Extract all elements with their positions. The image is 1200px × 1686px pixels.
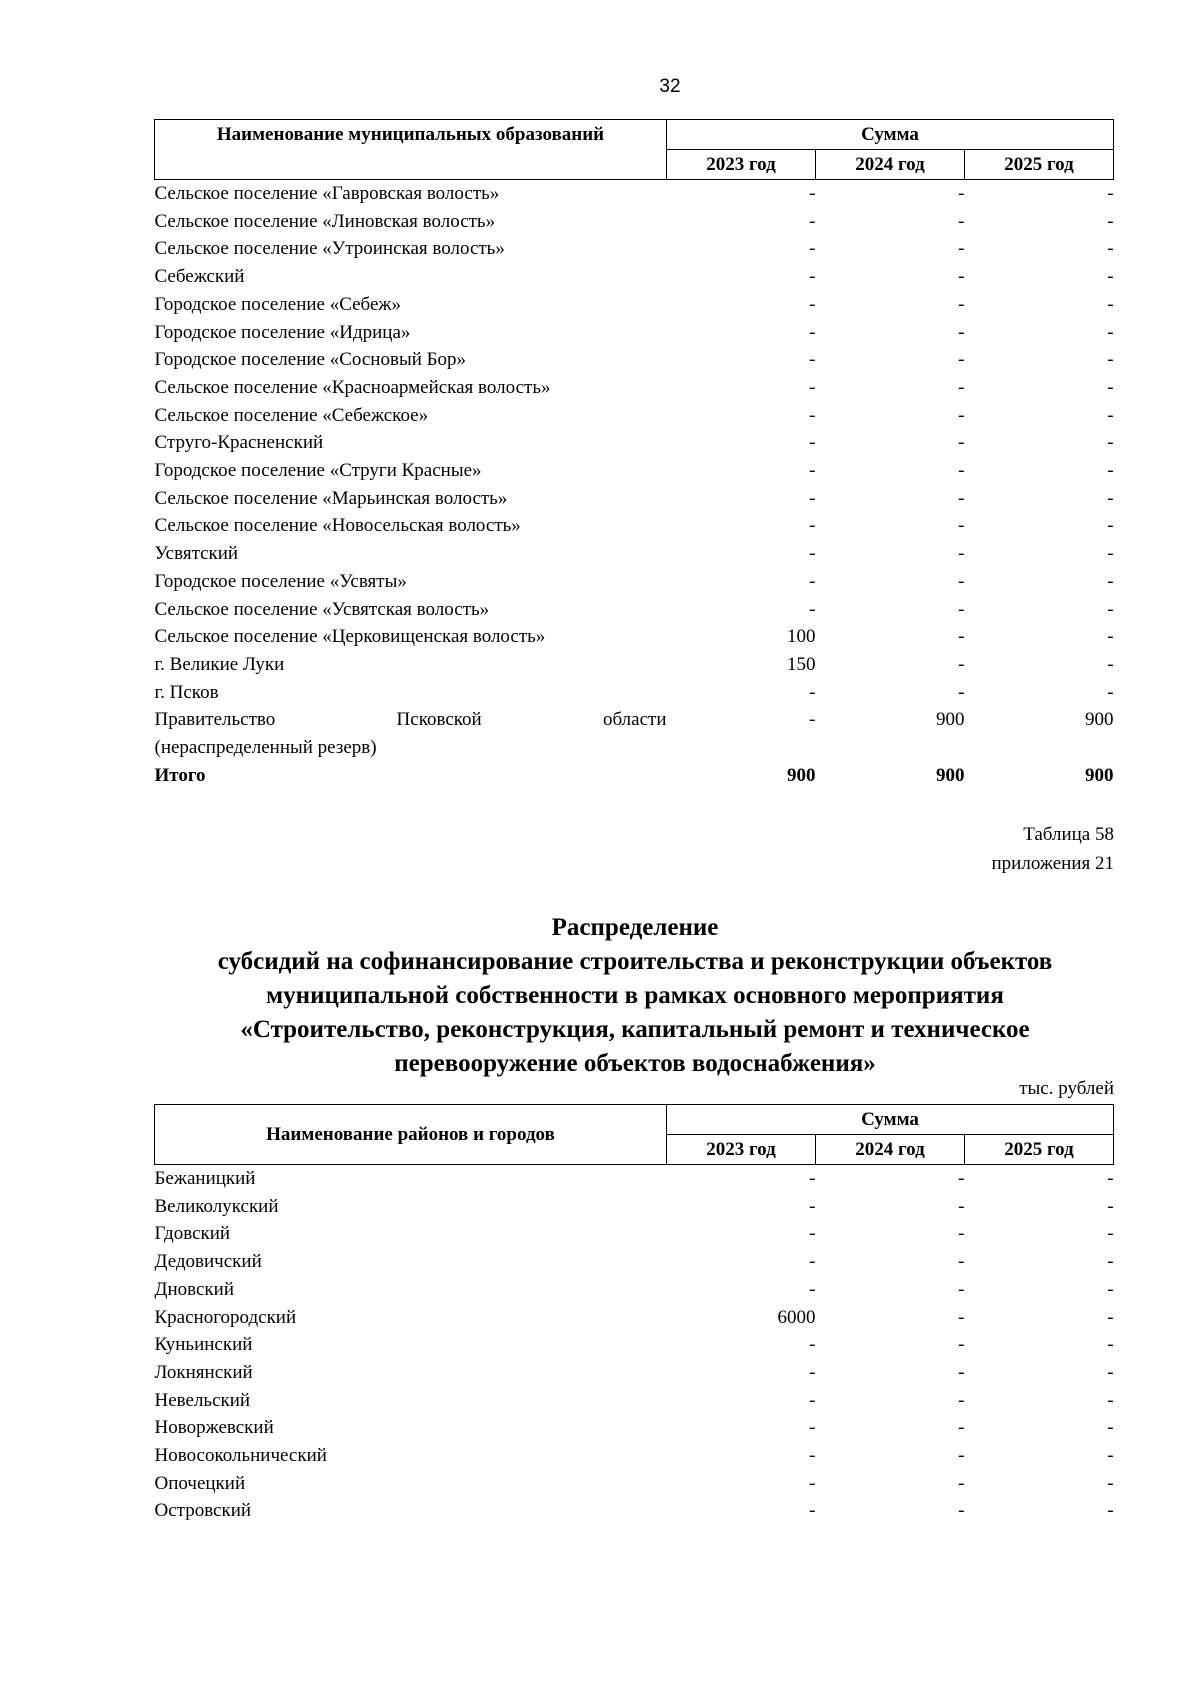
row-name: Городское поселение «Сосновый Бор» <box>154 349 467 371</box>
row-name-line1: Правительство Псковской области <box>154 709 667 731</box>
value-2024: - <box>958 1278 965 1300</box>
value-2025: - <box>1107 376 1114 398</box>
value-2025: - <box>1107 238 1114 260</box>
table-row <box>155 1331 1114 1359</box>
value-2025: 900 <box>1085 709 1114 731</box>
table-row-reserve <box>155 706 1114 761</box>
table-row <box>155 1220 1114 1248</box>
value-2025: - <box>1107 653 1114 675</box>
title-line-2: субсидий на софинансирование строительства и реконструкции объектов <box>217 948 1053 975</box>
value-2023: - <box>809 570 816 592</box>
row-name: Сельское поселение «Красноармейская волость» <box>154 376 551 398</box>
value-2023: - <box>809 1334 816 1356</box>
value-2024: - <box>958 598 965 620</box>
row-name: Красногородский <box>154 1306 297 1328</box>
table-row <box>155 1276 1114 1304</box>
value-2025: - <box>1107 1306 1114 1328</box>
value-2024: - <box>958 1223 965 1245</box>
value-2025: - <box>1107 1168 1114 1189</box>
row-name: г. Великие Луки <box>154 653 285 675</box>
value-2023: - <box>809 1223 816 1245</box>
document-title <box>130 911 1140 1081</box>
value-2023: - <box>809 1389 816 1411</box>
value-2023: - <box>809 321 816 343</box>
value-2023: - <box>809 460 816 482</box>
table-row <box>155 208 1114 236</box>
value-2025: - <box>1107 515 1114 537</box>
value-2025: - <box>1107 1223 1114 1245</box>
row-name: Дедовичский <box>154 1251 262 1273</box>
row-name: г. Псков <box>154 681 219 703</box>
title-line-5: перевооружение объектов водоснабжения» <box>394 1050 876 1077</box>
table-row <box>155 651 1114 679</box>
table-row <box>155 485 1114 513</box>
value-2023: - <box>809 404 816 426</box>
value-2024: - <box>958 1306 965 1328</box>
row-name: Островский <box>154 1500 252 1522</box>
value-2024: - <box>958 487 965 509</box>
table-row <box>155 1442 1114 1470</box>
row-name: Бежаницкий <box>154 1168 256 1189</box>
row-name: Дновский <box>154 1278 234 1300</box>
value-2023: 150 <box>787 653 816 675</box>
value-2023: - <box>809 376 816 398</box>
value-2024: - <box>958 210 965 232</box>
value-2023: - <box>809 1472 816 1494</box>
value-2025: - <box>1107 1334 1114 1356</box>
value-2024: - <box>958 1389 965 1411</box>
value-2023: - <box>809 1361 816 1383</box>
value-2024: - <box>958 266 965 288</box>
row-name-line2: (нераспределенный резерв) <box>154 737 377 759</box>
total-label: Итого <box>154 764 206 786</box>
value-2025: - <box>1107 1361 1114 1383</box>
table-row <box>155 457 1114 485</box>
table-row <box>155 1359 1114 1387</box>
value-2025: - <box>1107 681 1114 703</box>
row-name: Городское поселение «Идрица» <box>154 321 411 343</box>
row-name: Городское поселение «Себеж» <box>154 293 402 315</box>
value-2024: - <box>958 543 965 565</box>
total-2024: 900 <box>936 764 965 786</box>
table-row <box>155 319 1114 347</box>
value-2023: - <box>809 515 816 537</box>
value-2025: - <box>1107 1445 1114 1467</box>
table-row <box>155 1193 1114 1221</box>
table-row <box>155 402 1114 430</box>
value-2023: - <box>809 238 816 260</box>
page-number: 32 <box>659 76 681 97</box>
value-2025: - <box>1107 1417 1114 1439</box>
value-2025: - <box>1107 183 1114 204</box>
value-2025: - <box>1107 1472 1114 1494</box>
value-2024: - <box>958 1445 965 1467</box>
value-2024: - <box>958 183 965 204</box>
value-2023: - <box>809 1445 816 1467</box>
value-2023: - <box>809 349 816 371</box>
value-2025: - <box>1107 598 1114 620</box>
column-header-2025: 2025 год <box>965 150 1114 180</box>
districts-table <box>154 1104 1114 1525</box>
value-2024: - <box>958 349 965 371</box>
value-2024: - <box>958 681 965 703</box>
title-line-4: «Строительство, реконструкция, капитальный ремонт и техническое <box>240 1016 1030 1043</box>
distribution-table-1 <box>154 119 1114 789</box>
table-row <box>155 1248 1114 1276</box>
row-name: Сельское поселение «Церковищенская волость» <box>154 626 546 648</box>
value-2023: - <box>809 543 816 565</box>
row-name: Локнянский <box>154 1361 253 1383</box>
value-2025: - <box>1107 626 1114 648</box>
column-header-2025: 2025 год <box>965 1135 1114 1165</box>
row-name: Сельское поселение «Марьинская волость» <box>154 487 508 509</box>
table-number: Таблица 58 <box>1023 824 1114 845</box>
value-2025: - <box>1107 487 1114 509</box>
table-row <box>155 1497 1114 1525</box>
title-line-1: Распределение <box>551 914 719 941</box>
table-row <box>155 180 1114 208</box>
table-row <box>155 1414 1114 1442</box>
municipal-table <box>154 119 1114 789</box>
row-name: Опочецкий <box>154 1472 246 1494</box>
table-row <box>155 1165 1114 1193</box>
value-2023: - <box>809 183 816 204</box>
table-row <box>155 568 1114 596</box>
value-2024: - <box>958 1168 965 1189</box>
value-2023: 6000 <box>777 1306 816 1328</box>
value-2024: - <box>958 653 965 675</box>
total-2025: 900 <box>1085 764 1114 786</box>
value-2023: - <box>809 681 816 703</box>
value-2023: - <box>809 709 816 731</box>
table-row <box>155 429 1114 457</box>
value-2024: - <box>958 293 965 315</box>
column-header-2024: 2024 год <box>816 150 965 180</box>
value-2025: - <box>1107 210 1114 232</box>
table-row-total <box>155 762 1114 790</box>
value-2023: 100 <box>787 626 816 648</box>
value-2024: - <box>958 404 965 426</box>
row-name: Себежский <box>154 266 245 288</box>
value-2025: - <box>1107 1500 1114 1522</box>
title-line-3: муниципальной собственности в рамках основного мероприятия <box>266 982 1004 1009</box>
value-2023: - <box>809 598 816 620</box>
value-2024: - <box>958 238 965 260</box>
value-2024: - <box>958 515 965 537</box>
value-2024: - <box>958 1417 965 1439</box>
value-2025: - <box>1107 349 1114 371</box>
value-2025: - <box>1107 1278 1114 1300</box>
row-name: Сельское поселение «Себежское» <box>154 404 429 426</box>
row-name: Гдовский <box>154 1223 231 1245</box>
value-2025: - <box>1107 432 1114 454</box>
table-row <box>155 679 1114 707</box>
value-2023: - <box>809 487 816 509</box>
table-row <box>155 346 1114 374</box>
table-row <box>155 512 1114 540</box>
units-label: тыс. рублей <box>1019 1078 1114 1099</box>
value-2023: - <box>809 1417 816 1439</box>
value-2025: - <box>1107 266 1114 288</box>
value-2024: - <box>958 1195 965 1217</box>
table-row <box>155 1387 1114 1415</box>
value-2024: - <box>958 570 965 592</box>
value-2023: - <box>809 293 816 315</box>
distribution-table-2 <box>154 1104 1114 1525</box>
value-2024: - <box>958 626 965 648</box>
row-name: Новоржевский <box>154 1417 274 1439</box>
value-2023: - <box>809 1168 816 1189</box>
value-2024: - <box>958 1472 965 1494</box>
value-2024: - <box>958 432 965 454</box>
value-2024: - <box>958 460 965 482</box>
column-header-2023: 2023 год <box>667 150 816 180</box>
table-row <box>155 1304 1114 1332</box>
row-name: Струго-Красненский <box>154 432 324 454</box>
row-name: Сельское поселение «Новосельская волость» <box>154 515 521 537</box>
value-2024: - <box>958 321 965 343</box>
table-row <box>155 540 1114 568</box>
value-2025: - <box>1107 1251 1114 1273</box>
value-2024: 900 <box>936 709 965 731</box>
table-reference <box>154 820 1114 878</box>
value-2025: - <box>1107 460 1114 482</box>
value-2024: - <box>958 1334 965 1356</box>
row-name <box>155 706 667 761</box>
value-2025: - <box>1107 570 1114 592</box>
value-2025: - <box>1107 543 1114 565</box>
table-row <box>155 596 1114 624</box>
table-body <box>155 1165 1114 1526</box>
value-2024: - <box>958 1251 965 1273</box>
table-row <box>155 235 1114 263</box>
row-name: Городское поселение «Струги Красные» <box>154 460 482 482</box>
row-name: Сельское поселение «Утроинская волость» <box>154 238 505 260</box>
value-2023: - <box>809 210 816 232</box>
column-header-sum: Сумма <box>667 1105 1114 1135</box>
table-row <box>155 291 1114 319</box>
value-2023: - <box>809 1278 816 1300</box>
column-header-sum: Сумма <box>667 120 1114 150</box>
row-name: Невельский <box>154 1389 251 1411</box>
row-name: Городское поселение «Усвяты» <box>154 570 407 592</box>
row-name: Усвятский <box>154 543 239 565</box>
value-2025: - <box>1107 1195 1114 1217</box>
appendix-reference: приложения 21 <box>991 853 1114 874</box>
row-name: Куньинский <box>154 1334 253 1356</box>
table-row <box>155 623 1114 651</box>
value-2025: - <box>1107 293 1114 315</box>
row-name: Сельское поселение «Усвятская волость» <box>154 598 490 620</box>
row-name: Новосокольнический <box>154 1445 327 1467</box>
table-row <box>155 374 1114 402</box>
value-2024: - <box>958 1500 965 1522</box>
value-2024: - <box>958 376 965 398</box>
row-name: Сельское поселение «Гавровская волость» <box>154 183 500 204</box>
row-name: Сельское поселение «Линовская волость» <box>154 210 496 232</box>
table-row <box>155 1470 1114 1498</box>
value-2024: - <box>958 1361 965 1383</box>
value-2023: - <box>809 1500 816 1522</box>
row-name: Великолукский <box>154 1195 279 1217</box>
value-2023: - <box>809 432 816 454</box>
column-header-name: Наименование муниципальных образований <box>155 120 667 180</box>
value-2023: - <box>809 1195 816 1217</box>
value-2023: - <box>809 266 816 288</box>
column-header-2024: 2024 год <box>816 1135 965 1165</box>
total-2023: 900 <box>787 764 816 786</box>
value-2025: - <box>1107 1389 1114 1411</box>
column-header-2023: 2023 год <box>667 1135 816 1165</box>
table-row <box>155 263 1114 291</box>
value-2025: - <box>1107 321 1114 343</box>
column-header-name: Наименование районов и городов <box>155 1105 667 1165</box>
value-2025: - <box>1107 404 1114 426</box>
value-2023: - <box>809 1251 816 1273</box>
table-body <box>155 180 1114 790</box>
